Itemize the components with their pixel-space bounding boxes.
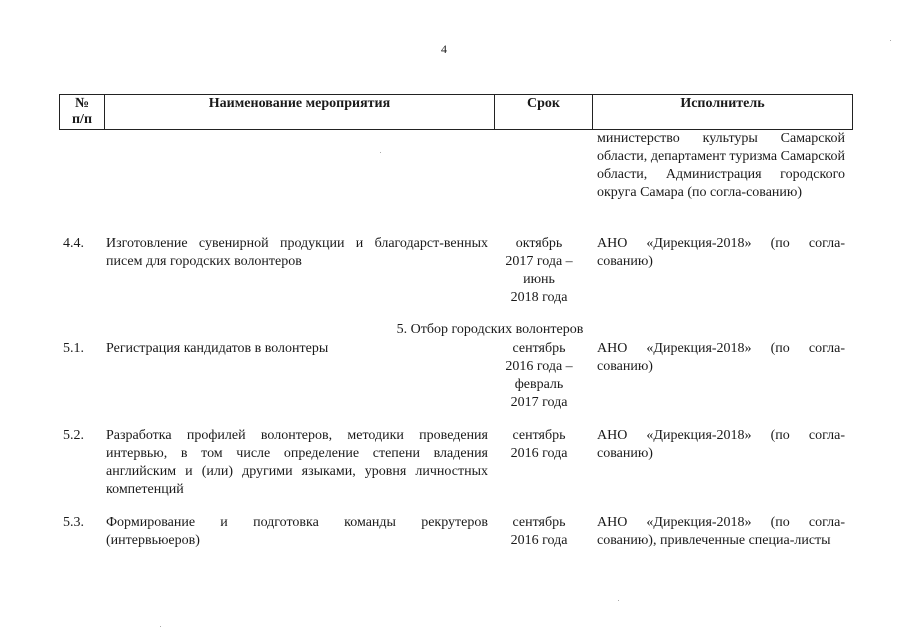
row-term-line: сентябрь xyxy=(512,428,566,443)
row-term xyxy=(491,427,587,463)
row-executor: АНО «Дирекция-2018» (по согла-сованию) xyxy=(597,341,845,374)
row-term-line: 2018 года xyxy=(510,290,568,305)
row-executor: АНО «Дирекция-2018» (по согла-сованию) xyxy=(597,428,845,461)
row-term xyxy=(491,235,587,307)
page-number: 4 xyxy=(441,42,447,56)
scan-speck xyxy=(618,600,619,601)
row-executor: министерство культуры Самарской области, департамент туризма Самарской области, Администрация городского округа Самара (по согла-сованию) xyxy=(597,131,845,200)
row-term xyxy=(491,340,587,412)
row-term xyxy=(491,514,587,550)
row-number: 5.3. xyxy=(63,515,84,530)
row-name: Формирование и подготовка команды рекрутеров (интервьюеров) xyxy=(106,515,488,548)
table-header xyxy=(59,94,853,130)
row-term-line: февраль xyxy=(514,377,564,392)
row-number: 5.2. xyxy=(63,428,84,443)
header-term: Срок xyxy=(495,95,593,130)
row-term-line: сентябрь xyxy=(512,515,566,530)
scan-speck xyxy=(890,40,891,41)
header-number-line2: п/п xyxy=(71,112,93,127)
row-executor: АНО «Дирекция-2018» (по согла-сованию), привлеченные специа-листы xyxy=(597,515,845,548)
row-name: Разработка профилей волонтеров, методики проведения интервью, в том числе определение степени владения английским и (или) другими языками, уровня личностных компетенций xyxy=(106,428,488,497)
row-number: 5.1. xyxy=(63,341,84,356)
header-number-line1: № xyxy=(74,96,90,111)
row-number: 4.4. xyxy=(63,236,84,251)
row-term-line: 2016 года – xyxy=(505,359,573,374)
row-executor: АНО «Дирекция-2018» (по согла-сованию) xyxy=(597,236,845,269)
row-term-line: 2016 года xyxy=(510,533,568,548)
row-term-line: октябрь xyxy=(515,236,563,251)
row-term-line: сентябрь xyxy=(512,341,566,356)
row-name: Регистрация кандидатов в волонтеры xyxy=(106,341,329,356)
section-heading: 5. Отбор городских волонтеров xyxy=(396,322,584,337)
scan-speck xyxy=(380,152,381,153)
header-number xyxy=(60,95,105,130)
row-name: Изготовление сувенирной продукции и благодарст-венных писем для городских волонтеров xyxy=(106,236,488,269)
row-term-line: 2017 года xyxy=(510,395,568,410)
row-term-line: 2016 года xyxy=(510,446,568,461)
row-term-line: июнь xyxy=(523,272,555,287)
header-executor: Исполнитель xyxy=(593,95,853,130)
scan-speck xyxy=(160,626,161,627)
row-term-line: 2017 года – xyxy=(505,254,573,269)
header-name: Наименование мероприятия xyxy=(105,95,495,130)
